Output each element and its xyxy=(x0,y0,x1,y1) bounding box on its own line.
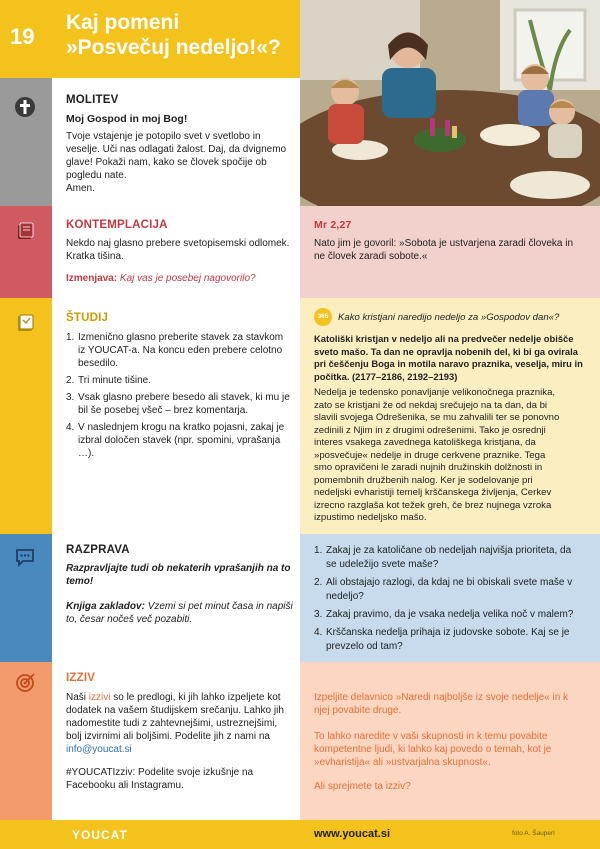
kontemplacija-scripture xyxy=(300,206,600,298)
lesson-number: 19 xyxy=(10,24,35,49)
footer xyxy=(0,820,600,849)
izziv-icon-cell xyxy=(0,662,52,820)
molitev-prayer: Tvoje vstajenje je potopilo svet v svetlobo in veselje. Uči nas odlagati žalost. Daj, da dvignemo glave! Pokaži nam, kako se človek spočije ob pogledu nate. Amen. xyxy=(66,131,287,194)
izziv-task-question: Ali sprejmete ta izziv? xyxy=(314,781,411,792)
list-item: 4. V naslednjem krogu na kratko pojasni, zakaj je izbral določen stavek (npr. spomini, vprašanja …). xyxy=(66,422,285,459)
kontemplacija-instruction: Nekdo naj glasno prebere svetopisemski odlomek. Kratka tišina. xyxy=(66,238,290,262)
razprava-intro: Razpravljajte tudi ob nekaterih vprašanjih na to temo! xyxy=(66,563,291,587)
scripture-reference: Mr 2,27 xyxy=(314,219,352,231)
studij-heading: ŠTUDIJ xyxy=(66,312,109,324)
header-title-cell xyxy=(52,0,300,78)
izziv-heading: IZZIV xyxy=(66,672,96,684)
razprava-questions xyxy=(300,534,600,662)
razprava-content xyxy=(52,534,300,662)
speech-bubble-icon xyxy=(14,546,36,568)
izziv-hashtag: #YOUCATIzziv: Podelite svoje izkušnje na Facebooku ali Instagramu. xyxy=(66,767,254,791)
youcat-question: Kako kristjani naredijo nedeljo za »Gospodov dan«? xyxy=(338,312,560,323)
website-link[interactable]: www.youcat.si xyxy=(314,828,391,840)
discussion-questions xyxy=(314,544,594,658)
title-line-2: »Posvečuj nedeljo!«? xyxy=(66,36,281,59)
youcat-explanation: Nedelja je tedensko ponavljanje velikonočnega praznika, zato se kristjani že od nekdaj srečujejo na ta dan, da bi slavili svojega Odrešenika, se mu zahvalili ter se ponovno zedinili z Njim in z drugimi odrešenimi. Tako je osrednji interes vsakega zavednega katoliškega kristjana, da »posvečuje« nedelje in druge cerkvene praznike. Tega smo opravičeni le zaradi nujnih družinskih dolžnosti in pomembnih družbenih nalog. Ker je sodelovanje pri nedeljski evharistiji temelj krščanskega življenja, Cerkev izrecno razglaša kot težek greh, če brez nujnega vzroka izpustimo nedeljsko mašo. xyxy=(314,387,560,523)
studij-youcat-text xyxy=(300,298,600,534)
section-studij xyxy=(0,298,600,534)
youcat-answer: Katoliški kristjan v nedeljo ali na predvečer nedelje obišče sveto mašo. Ta dan ne opravlja nobenih del, ki bi ga ovirala pri češčenju Boga in motila naravo praznika, veselja, miru in počitka. (2177–2186, 2192–2193) xyxy=(314,333,583,382)
title-line-1: Kaj pomeni xyxy=(66,11,180,34)
target-icon xyxy=(14,672,36,694)
kontemplacija-icon-cell xyxy=(0,206,52,298)
molitev-subheading: Moj Gospod in moj Bog! xyxy=(66,113,188,125)
molitev-heading: MOLITEV xyxy=(66,94,119,106)
list-item: 3. Zakaj pravimo, da je vsaka nedelja velika noč v malem? xyxy=(314,609,574,620)
razprava-icon-cell xyxy=(0,534,52,662)
book-icon xyxy=(14,220,36,242)
knjiga-zakladov: Knjiga zakladov: Vzemi si pet minut časa in napiši to, česar nočeš več pozabiti. xyxy=(66,601,293,625)
list-item: 1. Zakaj je za katoličane ob nedeljah najvišja prioriteta, da se udeležijo svete maše? xyxy=(314,545,572,570)
header-number-cell xyxy=(0,0,52,78)
youcat-book-icon xyxy=(14,312,36,334)
studij-content xyxy=(52,298,300,534)
section-izziv xyxy=(0,662,600,820)
izziv-content xyxy=(52,662,300,820)
cross-icon xyxy=(14,96,36,118)
studij-icon-cell xyxy=(0,298,52,534)
studij-steps xyxy=(66,331,292,464)
list-item: 3. Vsak glasno prebere besedo ali stavek, ki mu je bil še posebej všeč – brez komentarja. xyxy=(66,392,290,416)
section-molitev xyxy=(0,78,600,206)
izziv-description: Naši izzivi so le predlogi, ki jih lahko izpeljete kot dodatek na vašem študijskem srečanju. Lahko jih nadomestite tudi z zahtevnejšimi, ustreznejšimi, bolj izvirnimi ali boljšimi. Podelite jih z nami na info@youcat.si xyxy=(66,692,284,755)
razprava-heading: RAZPRAVA xyxy=(66,544,130,556)
photo-credit: foto A. Šauperl xyxy=(512,830,555,837)
section-razprava xyxy=(0,534,600,662)
izziv-task-1: Izpeljite delavnico »Naredi najboljše iz svoje nedelje« in k njej povabite druge. xyxy=(314,692,569,716)
kontemplacija-heading: KONTEMPLACIJA xyxy=(66,219,168,231)
youcat-logo: YOUCAT xyxy=(72,828,128,842)
list-item: 2. Ali obstajajo razlogi, da kdaj ne bi obiskali svete maše v nedeljo? xyxy=(314,577,573,602)
youcat-365-badge: 365 xyxy=(314,308,332,326)
email-link[interactable]: info@youcat.si xyxy=(66,744,132,755)
izmenjava-line: Izmenjava: Kaj vas je posebej nagovorilo? xyxy=(66,273,256,284)
kontemplacija-content xyxy=(52,206,300,298)
molitev-icon-cell xyxy=(0,78,52,206)
scripture-quote: Nato jim je govoril: »Sobota je ustvarjena zaradi človeka in ne človek zaradi sobote.« xyxy=(314,238,574,262)
izziv-task-2: To lahko naredite v vaši skupnosti in k temu povabite kompetentne ljudi, ki lahko kaj povedo o temah, kot je »evharistija« ali »ustvarjalna skupnost«. xyxy=(314,731,552,768)
list-item: 1. Izmenično glasno preberite stavek za stavkom iz YOUCAT-a. Na koncu eden prebere celotno besedilo. xyxy=(66,332,284,369)
molitev-content xyxy=(52,78,300,206)
section-kontemplacija xyxy=(0,206,600,298)
list-item: 4. Krščanska nedelja prihaja iz judovske sobote. Kaj se je prevzelo od tam? xyxy=(314,627,570,652)
page-title xyxy=(66,10,281,60)
list-item: 2. Tri minute tišine. xyxy=(66,375,151,386)
izziv-task xyxy=(300,662,600,820)
